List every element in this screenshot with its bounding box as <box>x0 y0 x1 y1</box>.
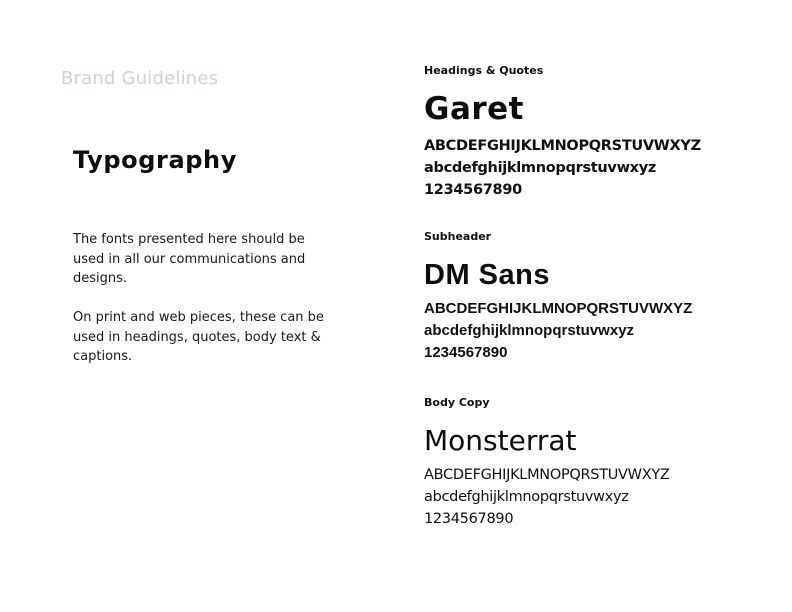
intro-text <box>73 230 338 386</box>
sample-digits: 1234567890 <box>424 511 514 527</box>
font-samples-dm-sans <box>424 298 774 364</box>
font-name-garet: Garet <box>424 91 524 127</box>
sample-uppercase: ABCDEFGHIJKLMNOPQRSTUVWXYZ <box>424 138 701 154</box>
section-label-body-copy: Body Copy <box>424 396 490 409</box>
page-title: Typography <box>73 146 237 174</box>
sample-lowercase: abcdefghijklmnopqrstuvwxyz <box>424 160 657 176</box>
intro-paragraph-2: On print and web pieces, these can be used in headings, quotes, body text & captions. <box>73 310 324 364</box>
sample-digits: 1234567890 <box>424 182 522 198</box>
font-name-monsterrat: Monsterrat <box>424 424 577 457</box>
sample-uppercase: ABCDEFGHIJKLMNOPQRSTUVWXYZ <box>424 467 670 483</box>
font-samples-monsterrat <box>424 464 774 530</box>
brand-guidelines-label: Brand Guidelines <box>61 68 219 89</box>
font-section-subheader <box>424 230 774 364</box>
font-samples-garet <box>424 135 774 201</box>
sample-lowercase: abcdefghijklmnopqrstuvwxyz <box>424 322 635 339</box>
sample-digits: 1234567890 <box>424 344 508 361</box>
section-label-subheader: Subheader <box>424 230 492 243</box>
font-section-body-copy <box>424 396 774 530</box>
sample-uppercase: ABCDEFGHIJKLMNOPQRSTUVWXYZ <box>424 300 693 317</box>
intro-paragraph-1: The fonts presented here should be used in all our communications and designs. <box>73 232 306 286</box>
sample-lowercase: abcdefghijklmnopqrstuvwxyz <box>424 489 629 505</box>
section-label-headings: Headings & Quotes <box>424 64 544 77</box>
font-name-dm-sans: DM Sans <box>424 259 550 291</box>
font-section-headings <box>424 64 774 201</box>
